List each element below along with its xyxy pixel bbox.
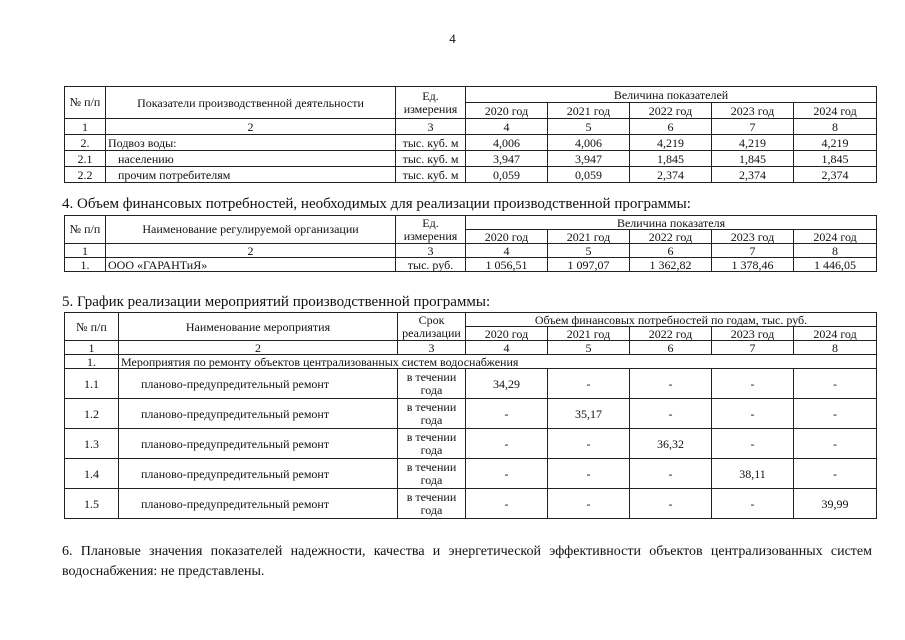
row-term: в течении года: [398, 489, 466, 519]
table-row: [65, 135, 877, 151]
row-value: 36,32: [630, 429, 712, 459]
col-number: 3: [396, 119, 466, 135]
row-value: 2,374: [712, 167, 794, 183]
row-value: 4,219: [712, 135, 794, 151]
col-number: 5: [548, 119, 630, 135]
column-numbers-row: [65, 244, 877, 258]
row-value: 4,006: [466, 135, 548, 151]
row-value: 1,845: [630, 151, 712, 167]
col-number: 3: [396, 244, 466, 258]
row-value: 1,845: [712, 151, 794, 167]
group-row: [65, 355, 877, 369]
header-year: 2024 год: [794, 327, 877, 341]
row-value: 1 378,46: [712, 258, 794, 272]
row-value: 39,99: [794, 489, 877, 519]
header-year: 2021 год: [548, 103, 630, 119]
header-num: № п/п: [65, 216, 106, 244]
col-number: 7: [712, 244, 794, 258]
row-num: 2.: [65, 135, 106, 151]
row-value: 4,219: [794, 135, 877, 151]
row-term: в течении года: [398, 399, 466, 429]
col-number: 8: [794, 119, 877, 135]
header-year: 2021 год: [548, 327, 630, 341]
header-year: 2024 год: [794, 103, 877, 119]
col-number: 5: [548, 341, 630, 355]
row-value: 2,374: [794, 167, 877, 183]
row-value: 1 362,82: [630, 258, 712, 272]
row-name: прочим потребителям: [106, 167, 396, 183]
header-num: № п/п: [65, 87, 106, 119]
col-number: 3: [398, 341, 466, 355]
header-year: 2022 год: [630, 103, 712, 119]
row-value: -: [630, 399, 712, 429]
row-name: планово-предупредительный ремонт: [119, 459, 398, 489]
row-value: 0,059: [548, 167, 630, 183]
table-row: [65, 167, 877, 183]
row-value: -: [712, 369, 794, 399]
row-value: -: [630, 459, 712, 489]
col-number: 1: [65, 244, 106, 258]
col-number: 2: [106, 119, 396, 135]
row-name: планово-предупредительный ремонт: [119, 489, 398, 519]
row-value: -: [466, 429, 548, 459]
header-year: 2020 год: [466, 103, 548, 119]
table-row: [65, 399, 877, 429]
header-num: № п/п: [65, 313, 119, 341]
table-row: [65, 258, 877, 272]
col-number: 6: [630, 244, 712, 258]
row-num: 1.: [65, 258, 106, 272]
col-number: 4: [466, 341, 548, 355]
row-value: -: [466, 399, 548, 429]
page-number: 4: [449, 31, 456, 46]
table-row: [65, 459, 877, 489]
row-value: 35,17: [548, 399, 630, 429]
col-number: 2: [106, 244, 396, 258]
group-name: Мероприятия по ремонту объектов централизованных систем водоснабжения: [119, 355, 877, 369]
row-name: ООО «ГАРАНТиЯ»: [106, 258, 396, 272]
col-number: 4: [466, 119, 548, 135]
row-value: -: [794, 399, 877, 429]
table-row: [65, 429, 877, 459]
col-number: 4: [466, 244, 548, 258]
header-year: 2021 год: [548, 230, 630, 244]
column-numbers-row: [65, 119, 877, 135]
header-year: 2020 год: [466, 230, 548, 244]
row-value: 0,059: [466, 167, 548, 183]
section-5-title: 5. График реализации мероприятий производственной программы:: [62, 294, 491, 310]
section-4-title: 4. Объем финансовых потребностей, необходимых для реализации производственной программы:: [62, 196, 691, 212]
row-value: -: [548, 459, 630, 489]
header-year: 2023 год: [712, 327, 794, 341]
col-number: 8: [794, 244, 877, 258]
header-year: 2022 год: [630, 230, 712, 244]
row-value: -: [712, 399, 794, 429]
row-value: 34,29: [466, 369, 548, 399]
header-values-group: Объем финансовых потребностей по годам, тыс. руб.: [466, 313, 877, 327]
col-number: 7: [712, 341, 794, 355]
row-num: 2.1: [65, 151, 106, 167]
row-unit: тыс. куб. м: [396, 151, 466, 167]
row-value: -: [548, 429, 630, 459]
header-unit: Ед. измерения: [396, 87, 466, 119]
row-num: 1.1: [65, 369, 119, 399]
row-value: -: [548, 369, 630, 399]
row-value: 3,947: [466, 151, 548, 167]
row-num: 1.3: [65, 429, 119, 459]
row-value: -: [548, 489, 630, 519]
row-num: 1.4: [65, 459, 119, 489]
row-term: в течении года: [398, 459, 466, 489]
col-number: 2: [119, 341, 398, 355]
header-name: Наименование регулируемой организации: [106, 216, 396, 244]
row-name: планово-предупредительный ремонт: [119, 429, 398, 459]
column-numbers-row: [65, 341, 877, 355]
header-name: Наименование мероприятия: [119, 313, 398, 341]
row-value: -: [794, 459, 877, 489]
col-number: 1: [65, 341, 119, 355]
row-value: 1,845: [794, 151, 877, 167]
row-value: -: [630, 369, 712, 399]
row-value: -: [712, 429, 794, 459]
financial-needs-table: [64, 215, 877, 272]
header-year: 2020 год: [466, 327, 548, 341]
group-num: 1.: [65, 355, 119, 369]
header-year: 2023 год: [712, 103, 794, 119]
row-value: -: [466, 489, 548, 519]
section-6-paragraph: 6. Плановые значения показателей надежности, качества и энергетической эффективности объектов централизованных систем водоснабжения: не представлены.: [62, 544, 872, 579]
col-number: 5: [548, 244, 630, 258]
col-number: 1: [65, 119, 106, 135]
row-value: -: [712, 489, 794, 519]
header-term: Срок реализации: [398, 313, 466, 341]
row-term: в течении года: [398, 369, 466, 399]
header-name: Показатели производственной деятельности: [106, 87, 396, 119]
table-row: [65, 369, 877, 399]
header-values-group: Величина показателей: [466, 87, 877, 103]
row-value: -: [794, 429, 877, 459]
row-value: 1 056,51: [466, 258, 548, 272]
header-year: 2023 год: [712, 230, 794, 244]
row-unit: тыс. куб. м: [396, 135, 466, 151]
row-num: 1.2: [65, 399, 119, 429]
header-unit: Ед. измерения: [396, 216, 466, 244]
row-name: планово-предупредительный ремонт: [119, 369, 398, 399]
row-value: 2,374: [630, 167, 712, 183]
row-value: 1 446,05: [794, 258, 877, 272]
row-name: планово-предупредительный ремонт: [119, 399, 398, 429]
row-unit: тыс. куб. м: [396, 167, 466, 183]
col-number: 7: [712, 119, 794, 135]
production-indicators-table: [64, 86, 877, 183]
row-value: 1 097,07: [548, 258, 630, 272]
col-number: 6: [630, 119, 712, 135]
row-name: Подвоз воды:: [106, 135, 396, 151]
row-name: населению: [106, 151, 396, 167]
row-value: 4,006: [548, 135, 630, 151]
row-value: 4,219: [630, 135, 712, 151]
table-row: [65, 489, 877, 519]
header-year: 2024 год: [794, 230, 877, 244]
row-unit: тыс. руб.: [396, 258, 466, 272]
row-value: -: [466, 459, 548, 489]
header-values-group: Величина показателя: [466, 216, 877, 230]
header-year: 2022 год: [630, 327, 712, 341]
row-value: -: [794, 369, 877, 399]
measures-schedule-table: [64, 312, 877, 519]
col-number: 8: [794, 341, 877, 355]
row-num: 2.2: [65, 167, 106, 183]
row-term: в течении года: [398, 429, 466, 459]
col-number: 6: [630, 341, 712, 355]
row-value: 38,11: [712, 459, 794, 489]
row-value: -: [630, 489, 712, 519]
row-num: 1.5: [65, 489, 119, 519]
table-row: [65, 151, 877, 167]
row-value: 3,947: [548, 151, 630, 167]
